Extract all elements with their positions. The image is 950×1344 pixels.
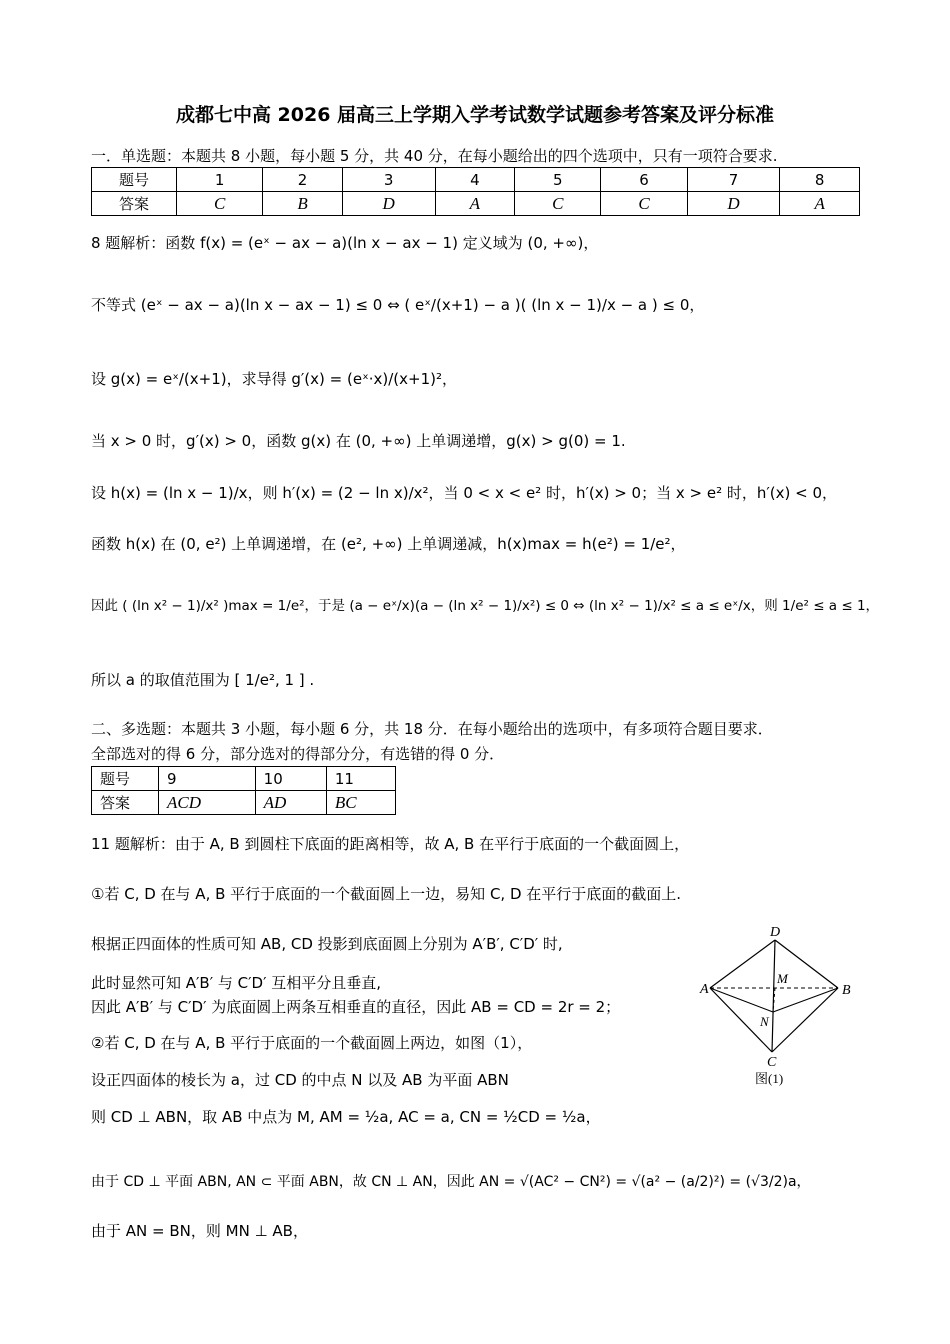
q8-line-2: 不等式 (eˣ − ax − a)(ln x − ax − 1) ≤ 0 ⇔ ( eˣ/(x+1) − a )( (ln x − 1)/x − a ) ≤ 0， — [91, 296, 705, 314]
answer-cell: B — [263, 192, 343, 216]
question-number: 11 — [326, 767, 395, 791]
q8-line-1: 8 题解析：函数 f(x) = (eˣ − ax − a)(ln x − ax − 1) 定义域为 (0, +∞)， — [91, 234, 599, 252]
question-number: 8 — [780, 168, 860, 192]
label-d: D — [770, 925, 781, 940]
question-number: 2 — [263, 168, 343, 192]
row-label: 答案 — [92, 192, 177, 216]
section2-heading-1: 二、多选题：本题共 3 小题，每小题 6 分，共 18 分．在每小题给出的选项中，有多项符合题目要求． — [91, 720, 773, 738]
question-number: 9 — [159, 767, 256, 791]
segment-bn — [773, 988, 838, 1012]
table-row — [92, 767, 396, 791]
row-label: 答案 — [92, 791, 159, 815]
q11-line-3: 根据正四面体的性质可知 AB, CD 投影到底面圆上分别为 A′B′, C′D′ 时, — [91, 935, 563, 953]
q8-line-4: 当 x > 0 时，g′(x) > 0，函数 g(x) 在 (0, +∞) 上单调递增，g(x) > g(0) = 1. — [91, 432, 626, 450]
label-a: A — [700, 982, 709, 997]
section2-heading-2: 全部选对的得 6 分，部分选对的得部分分，有选错的得 0 分． — [91, 745, 505, 763]
q8-line-5: 设 h(x) = (ln x − 1)/x，则 h′(x) = (2 − ln x)/x²，当 0 < x < e² 时，h′(x) > 0；当 x > e² 时，h′(x) < 0， — [91, 484, 837, 502]
answer-cell: AD — [255, 791, 326, 815]
table-row — [92, 791, 396, 815]
answer-cell: A — [780, 192, 860, 216]
answer-cell: D — [687, 192, 780, 216]
table-row — [92, 192, 860, 216]
q8-line-3: 设 g(x) = eˣ/(x+1)，求导得 g′(x) = (eˣ·x)/(x+1)²， — [91, 370, 457, 388]
answer-cell: C — [177, 192, 263, 216]
q11-line-10: 由于 AN = BN，则 MN ⊥ AB， — [91, 1222, 308, 1240]
q8-line-8: 所以 a 的取值范围为 [ 1/e², 1 ] . — [91, 671, 315, 689]
row-label: 题号 — [92, 168, 177, 192]
q11-line-9: 由于 CD ⊥ 平面 ABN, AN ⊂ 平面 ABN，故 CN ⊥ AN，因此 AN = √(AC² − CN²) = √(a² − (a/2)²) = (√3/2)a， — [91, 1174, 811, 1190]
q11-line-6: ②若 C, D 在与 A, B 平行于底面的一个截面圆上两边，如图（1）， — [91, 1034, 533, 1052]
question-number: 10 — [255, 767, 326, 791]
section1-answer-table — [91, 167, 860, 216]
section1-heading: 一．单选题：本题共 8 小题，每小题 5 分，共 40 分，在每小题给出的四个选项中，只有一项符合要求. — [91, 147, 778, 165]
question-number: 6 — [601, 168, 687, 192]
figure-caption: 图(1) — [755, 1071, 784, 1086]
row-label: 题号 — [92, 767, 159, 791]
question-number: 1 — [177, 168, 263, 192]
answer-cell: A — [435, 192, 515, 216]
q11-line-4: 此时显然可知 A′B′ 与 C′D′ 互相平分且垂直, — [91, 974, 382, 992]
answer-cell: D — [342, 192, 435, 216]
question-number: 7 — [687, 168, 780, 192]
table-row — [92, 168, 860, 192]
question-number: 3 — [342, 168, 435, 192]
answer-cell: BC — [326, 791, 395, 815]
question-number: 4 — [435, 168, 515, 192]
q8-line-6: 函数 h(x) 在 (0, e²) 上单调递增，在 (e², +∞) 上单调递减，h(x)max = h(e²) = 1/e²， — [91, 535, 686, 553]
answer-cell: C — [601, 192, 687, 216]
edge-ad — [710, 940, 775, 988]
label-n: N — [760, 1014, 769, 1029]
q11-line-1: 11 题解析：由于 A, B 到圆柱下底面的距离相等，故 A, B 在平行于底面的一个截面圆上， — [91, 835, 690, 853]
tetrahedron-figure — [690, 920, 870, 1095]
q11-line-8: 则 CD ⊥ ABN，取 AB 中点为 M, AM = ½a, AC = a, CN = ½CD = ½a， — [91, 1108, 601, 1126]
q8-line-7: 因此 ( (ln x² − 1)/x² )max = 1/e²，于是 (a − eˣ/x)(a − (ln x² − 1)/x²) ≤ 0 ⇔ (ln x² − 1)/x² ≤ a ≤ eˣ/x，则 1/e² ≤ a ≤ 1， — [91, 598, 880, 614]
answer-cell: C — [515, 192, 601, 216]
label-b: B — [842, 983, 851, 998]
q11-line-5: 因此 A′B′ 与 C′D′ 为底面圆上两条互相垂直的直径，因此 AB = CD = 2r = 2； — [91, 998, 621, 1016]
label-c: C — [767, 1055, 777, 1070]
q11-line-7: 设正四面体的棱长为 a，过 CD 的中点 N 以及 AB 为平面 ABN — [91, 1071, 509, 1089]
page-title: 成都七中高 2026 届高三上学期入学考试数学试题参考答案及评分标准 — [175, 104, 775, 126]
q11-line-2: ①若 C, D 在与 A, B 平行于底面的一个截面圆上一边，易知 C, D 在平行于底面的截面上. — [91, 885, 682, 903]
segment-an — [710, 988, 773, 1012]
edge-bc — [772, 988, 838, 1052]
section2-answer-table — [91, 766, 396, 815]
question-number: 5 — [515, 168, 601, 192]
label-m: M — [777, 971, 788, 986]
answer-cell: ACD — [159, 791, 256, 815]
